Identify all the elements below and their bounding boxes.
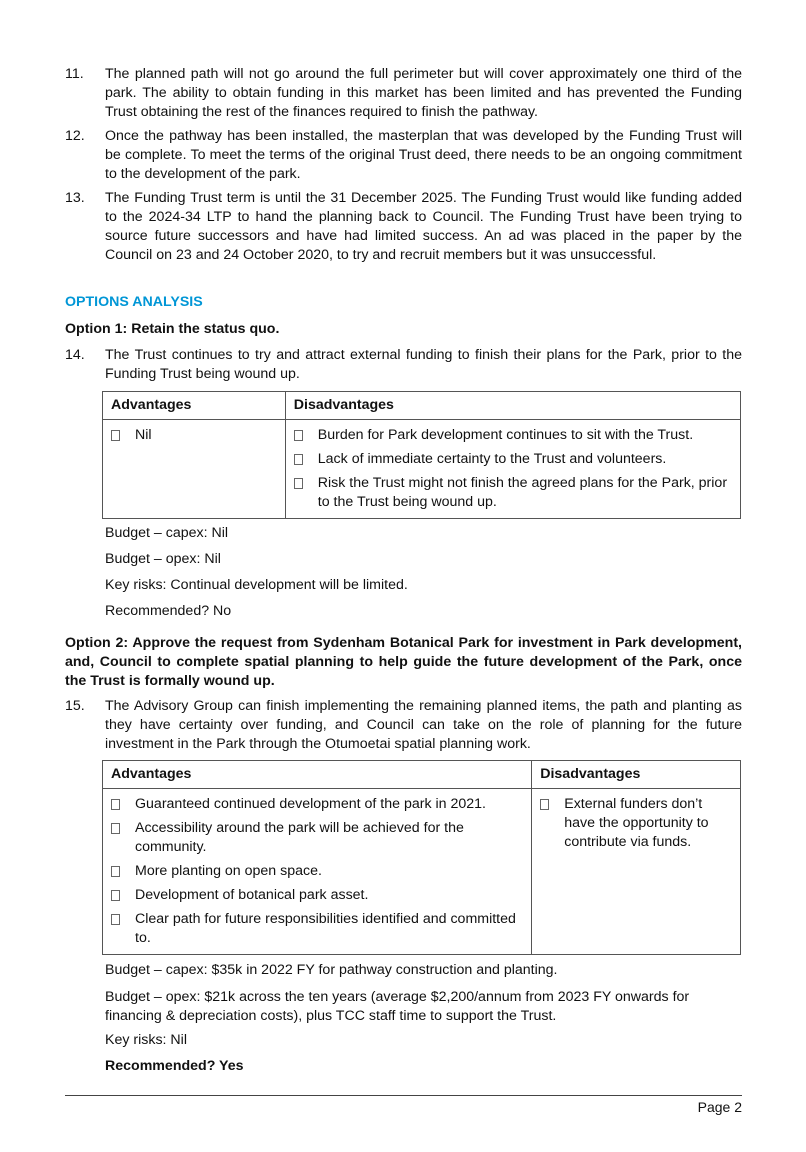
paragraph-14 (65, 346, 742, 384)
list-item: Risk the Trust might not finish the agreed plans for the Park, prior to the Trust being wound up. (294, 474, 732, 512)
disadvantages-cell (532, 789, 741, 955)
checkbox-bullet-icon (111, 430, 120, 441)
table-header-row (103, 392, 741, 420)
list-item: Development of botanical park asset. (111, 886, 523, 905)
table-header-row (103, 761, 741, 789)
list-item: Clear path for future responsibilities identified and committed to. (111, 910, 523, 948)
list-item: Accessibility around the park will be achieved for the community. (111, 819, 523, 857)
checkbox-bullet-icon (294, 478, 303, 489)
checkbox-bullet-icon (540, 799, 549, 810)
option-2-recommended: Recommended? Yes (105, 1058, 244, 1074)
paragraph-number: 13. (65, 190, 85, 206)
checkbox-bullet-icon (111, 914, 120, 925)
option-1-budget-capex: Budget – capex: Nil (105, 525, 229, 541)
paragraph-text: The planned path will not go around the full perimeter but will cover approximately one third of the park. The ability to obtain funding in this market has been limited and has prevented the Funding Trust obtaining the rest of the finances required to finish the pathway. (105, 66, 742, 120)
list-item: Nil (111, 426, 277, 445)
list-item: More planting on open space. (111, 862, 523, 881)
paragraph-text: The Advisory Group can finish implementing the remaining planned items, the path and planting as they have certainty over funding, and Council can take on the role of planning for the future investment in the Park through the Otumoetai spatial planning work. (105, 698, 742, 752)
section-heading: OPTIONS ANALYSIS (65, 294, 203, 310)
option-1-title: Option 1: Retain the status quo. (65, 321, 280, 337)
table-row (103, 789, 741, 955)
disadvantages-cell (285, 420, 740, 519)
checkbox-bullet-icon (111, 890, 120, 901)
option-2-key-risks: Key risks: Nil (105, 1032, 187, 1048)
table-row (103, 420, 741, 519)
advantages-cell (103, 420, 286, 519)
checkbox-bullet-icon (111, 823, 120, 834)
paragraph-text: The Trust continues to try and attract external funding to finish their plans for the Park, prior to the Funding Trust being wound up. (105, 347, 742, 382)
option-2-budget-opex: Budget – opex: $21k across the ten years (average $2,200/annum from 2023 FY onwards for financing & depreciation costs), plus TCC staff time to support the Trust. (105, 989, 690, 1024)
advantages-header: Advantages (103, 392, 286, 420)
option-1-key-risks: Key risks: Continual development will be limited. (105, 577, 408, 593)
checkbox-bullet-icon (294, 430, 303, 441)
paragraph-number: 11. (65, 66, 84, 82)
paragraph-text: Once the pathway has been installed, the masterplan that was developed by the Funding Trust will be complete. To meet the terms of the original Trust deed, there needs to be an ongoing commitment to the development of the park. (105, 128, 742, 182)
disadvantages-header: Disadvantages (532, 761, 741, 789)
paragraph-15 (65, 697, 742, 754)
option-1-recommended: Recommended? No (105, 603, 232, 619)
paragraph-number: 12. (65, 128, 85, 144)
list-item: Guaranteed continued development of the park in 2021. (111, 795, 523, 814)
paragraph-11 (65, 65, 742, 122)
checkbox-bullet-icon (111, 799, 120, 810)
option-1-budget-opex: Budget – opex: Nil (105, 551, 221, 567)
disadvantages-header: Disadvantages (285, 392, 740, 420)
advantages-cell (103, 789, 532, 955)
paragraph-text: The Funding Trust term is until the 31 December 2025. The Funding Trust would like funding added to the 2024-34 LTP to hand the planning back to Council. The Funding Trust have been trying to source future successors and have had limited success. An ad was placed in the paper by the Council on 23 and 24 October 2020, to try and recruit members but it was unsuccessful. (105, 190, 742, 263)
paragraph-number: 15. (65, 698, 85, 714)
paragraph-12 (65, 127, 742, 184)
checkbox-bullet-icon (294, 454, 303, 465)
paragraph-13 (65, 189, 742, 265)
list-item: Lack of immediate certainty to the Trust and volunteers. (294, 450, 732, 469)
checkbox-bullet-icon (111, 866, 120, 877)
page-number: Page 2 (697, 1099, 742, 1115)
list-item: Burden for Park development continues to sit with the Trust. (294, 426, 732, 445)
list-item: External funders don’t have the opportunity to contribute via funds. (540, 795, 732, 852)
option-2-table (102, 760, 741, 955)
option-2-budget-capex: Budget – capex: $35k in 2022 FY for pathway construction and planting. (105, 962, 558, 978)
paragraph-number: 14. (65, 347, 85, 363)
footer-divider (65, 1095, 742, 1096)
option-2-title: Option 2: Approve the request from Sydenham Botanical Park for investment in Park development, and, Council to complete spatial planning to help guide the future development of the Park, once the Trust is formally wound up. (65, 635, 742, 689)
option-1-table (102, 391, 741, 519)
advantages-header: Advantages (103, 761, 532, 789)
